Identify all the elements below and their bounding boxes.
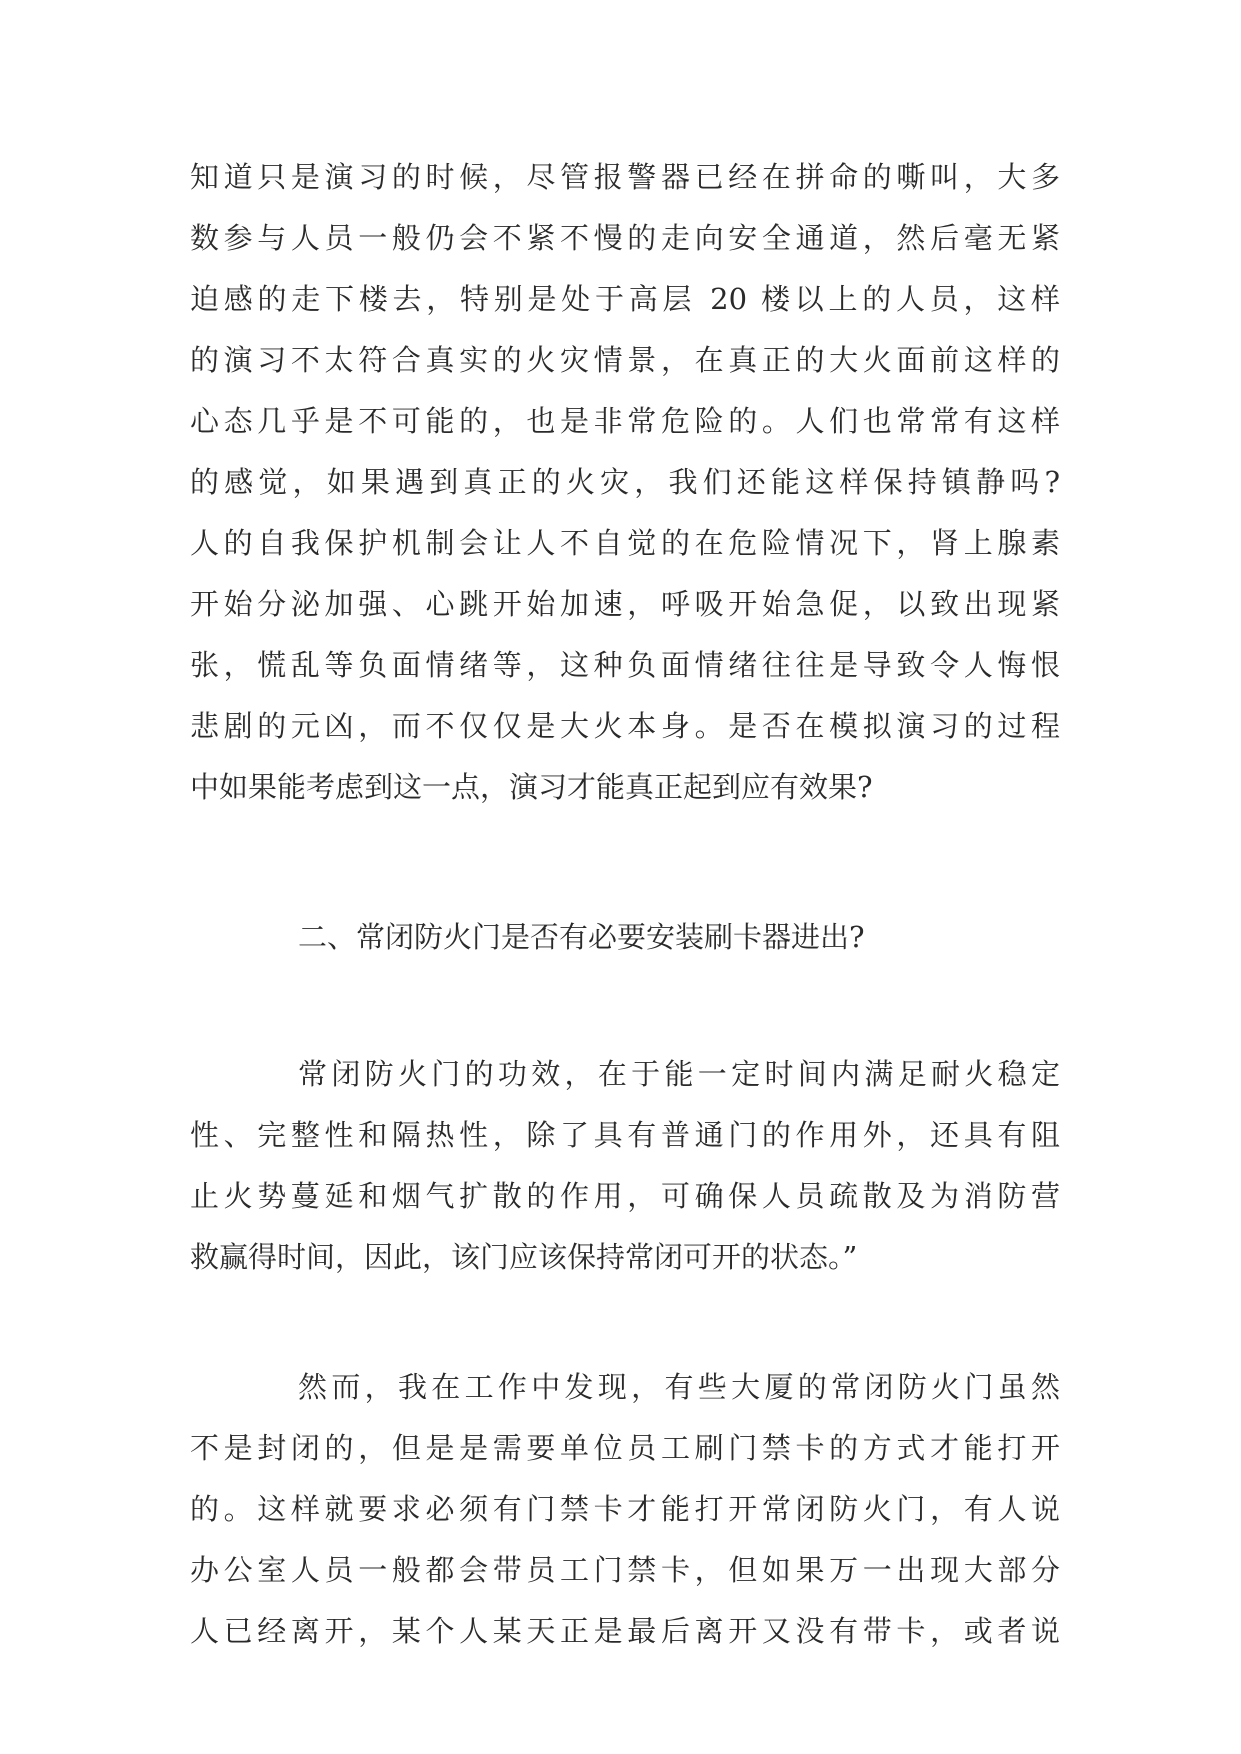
paragraph-line: 张，慌乱等负面情绪等，这种负面情绪往往是导致令人悔恨 — [190, 648, 1060, 682]
paragraph-fire-drill — [190, 147, 1060, 818]
paragraph-line: 不是封闭的，但是是需要单位员工刷门禁卡的方式才能打开 — [190, 1431, 1060, 1465]
paragraph-fire-door-function — [190, 1044, 1060, 1288]
section-heading: 二、常闭防火门是否有必要安装刷卡器进出? — [298, 920, 865, 954]
paragraph-line: 的感觉，如果遇到真正的火灾，我们还能这样保持镇静吗? — [190, 465, 1060, 499]
paragraph-line: 知道只是演习的时候，尽管报警器已经在拼命的嘶叫，大多 — [190, 160, 1060, 194]
paragraph-line: 心态几乎是不可能的，也是非常危险的。人们也常常有这样 — [190, 404, 1060, 438]
paragraph-line: 的演习不太符合真实的火灾情景，在真正的大火面前这样的 — [190, 343, 1060, 377]
paragraph-line: 悲剧的元凶，而不仅仅是大火本身。是否在模拟演习的过程 — [190, 709, 1060, 743]
paragraph-line: 开始分泌加强、心跳开始加速，呼吸开始急促，以致出现紧 — [190, 587, 1060, 621]
paragraph-line: 中如果能考虑到这一点，演习才能真正起到应有效果? — [190, 770, 873, 804]
paragraph-line: 办公室人员一般都会带员工门禁卡，但如果万一出现大部分 — [190, 1553, 1060, 1587]
paragraph-line: 数参与人员一般仍会不紧不慢的走向安全通道，然后毫无紧 — [190, 221, 1060, 255]
paragraph-line: 的。这样就要求必须有门禁卡才能打开常闭防火门，有人说 — [190, 1492, 1060, 1526]
paragraph-access-card — [190, 1357, 1060, 1662]
paragraph-line: 人的自我保护机制会让人不自觉的在危险情况下，肾上腺素 — [190, 526, 1060, 560]
paragraph-line: 常闭防火门的功效，在于能一定时间内满足耐火稳定 — [298, 1057, 1060, 1091]
paragraph-line: 性、完整性和隔热性，除了具有普通门的作用外，还具有阻 — [190, 1118, 1060, 1152]
paragraph-line: 救赢得时间，因此，该门应该保持常闭可开的状态。” — [190, 1240, 858, 1274]
paragraph-line: 人已经离开，某个人某天正是最后离开又没有带卡，或者说 — [190, 1614, 1060, 1648]
paragraph-line: 然而，我在工作中发现，有些大厦的常闭防火门虽然 — [298, 1370, 1060, 1404]
paragraph-line: 止火势蔓延和烟气扩散的作用，可确保人员疏散及为消防营 — [190, 1179, 1060, 1213]
paragraph-line: 迫感的走下楼去，特别是处于高层 20 楼以上的人员，这样 — [190, 282, 1060, 316]
